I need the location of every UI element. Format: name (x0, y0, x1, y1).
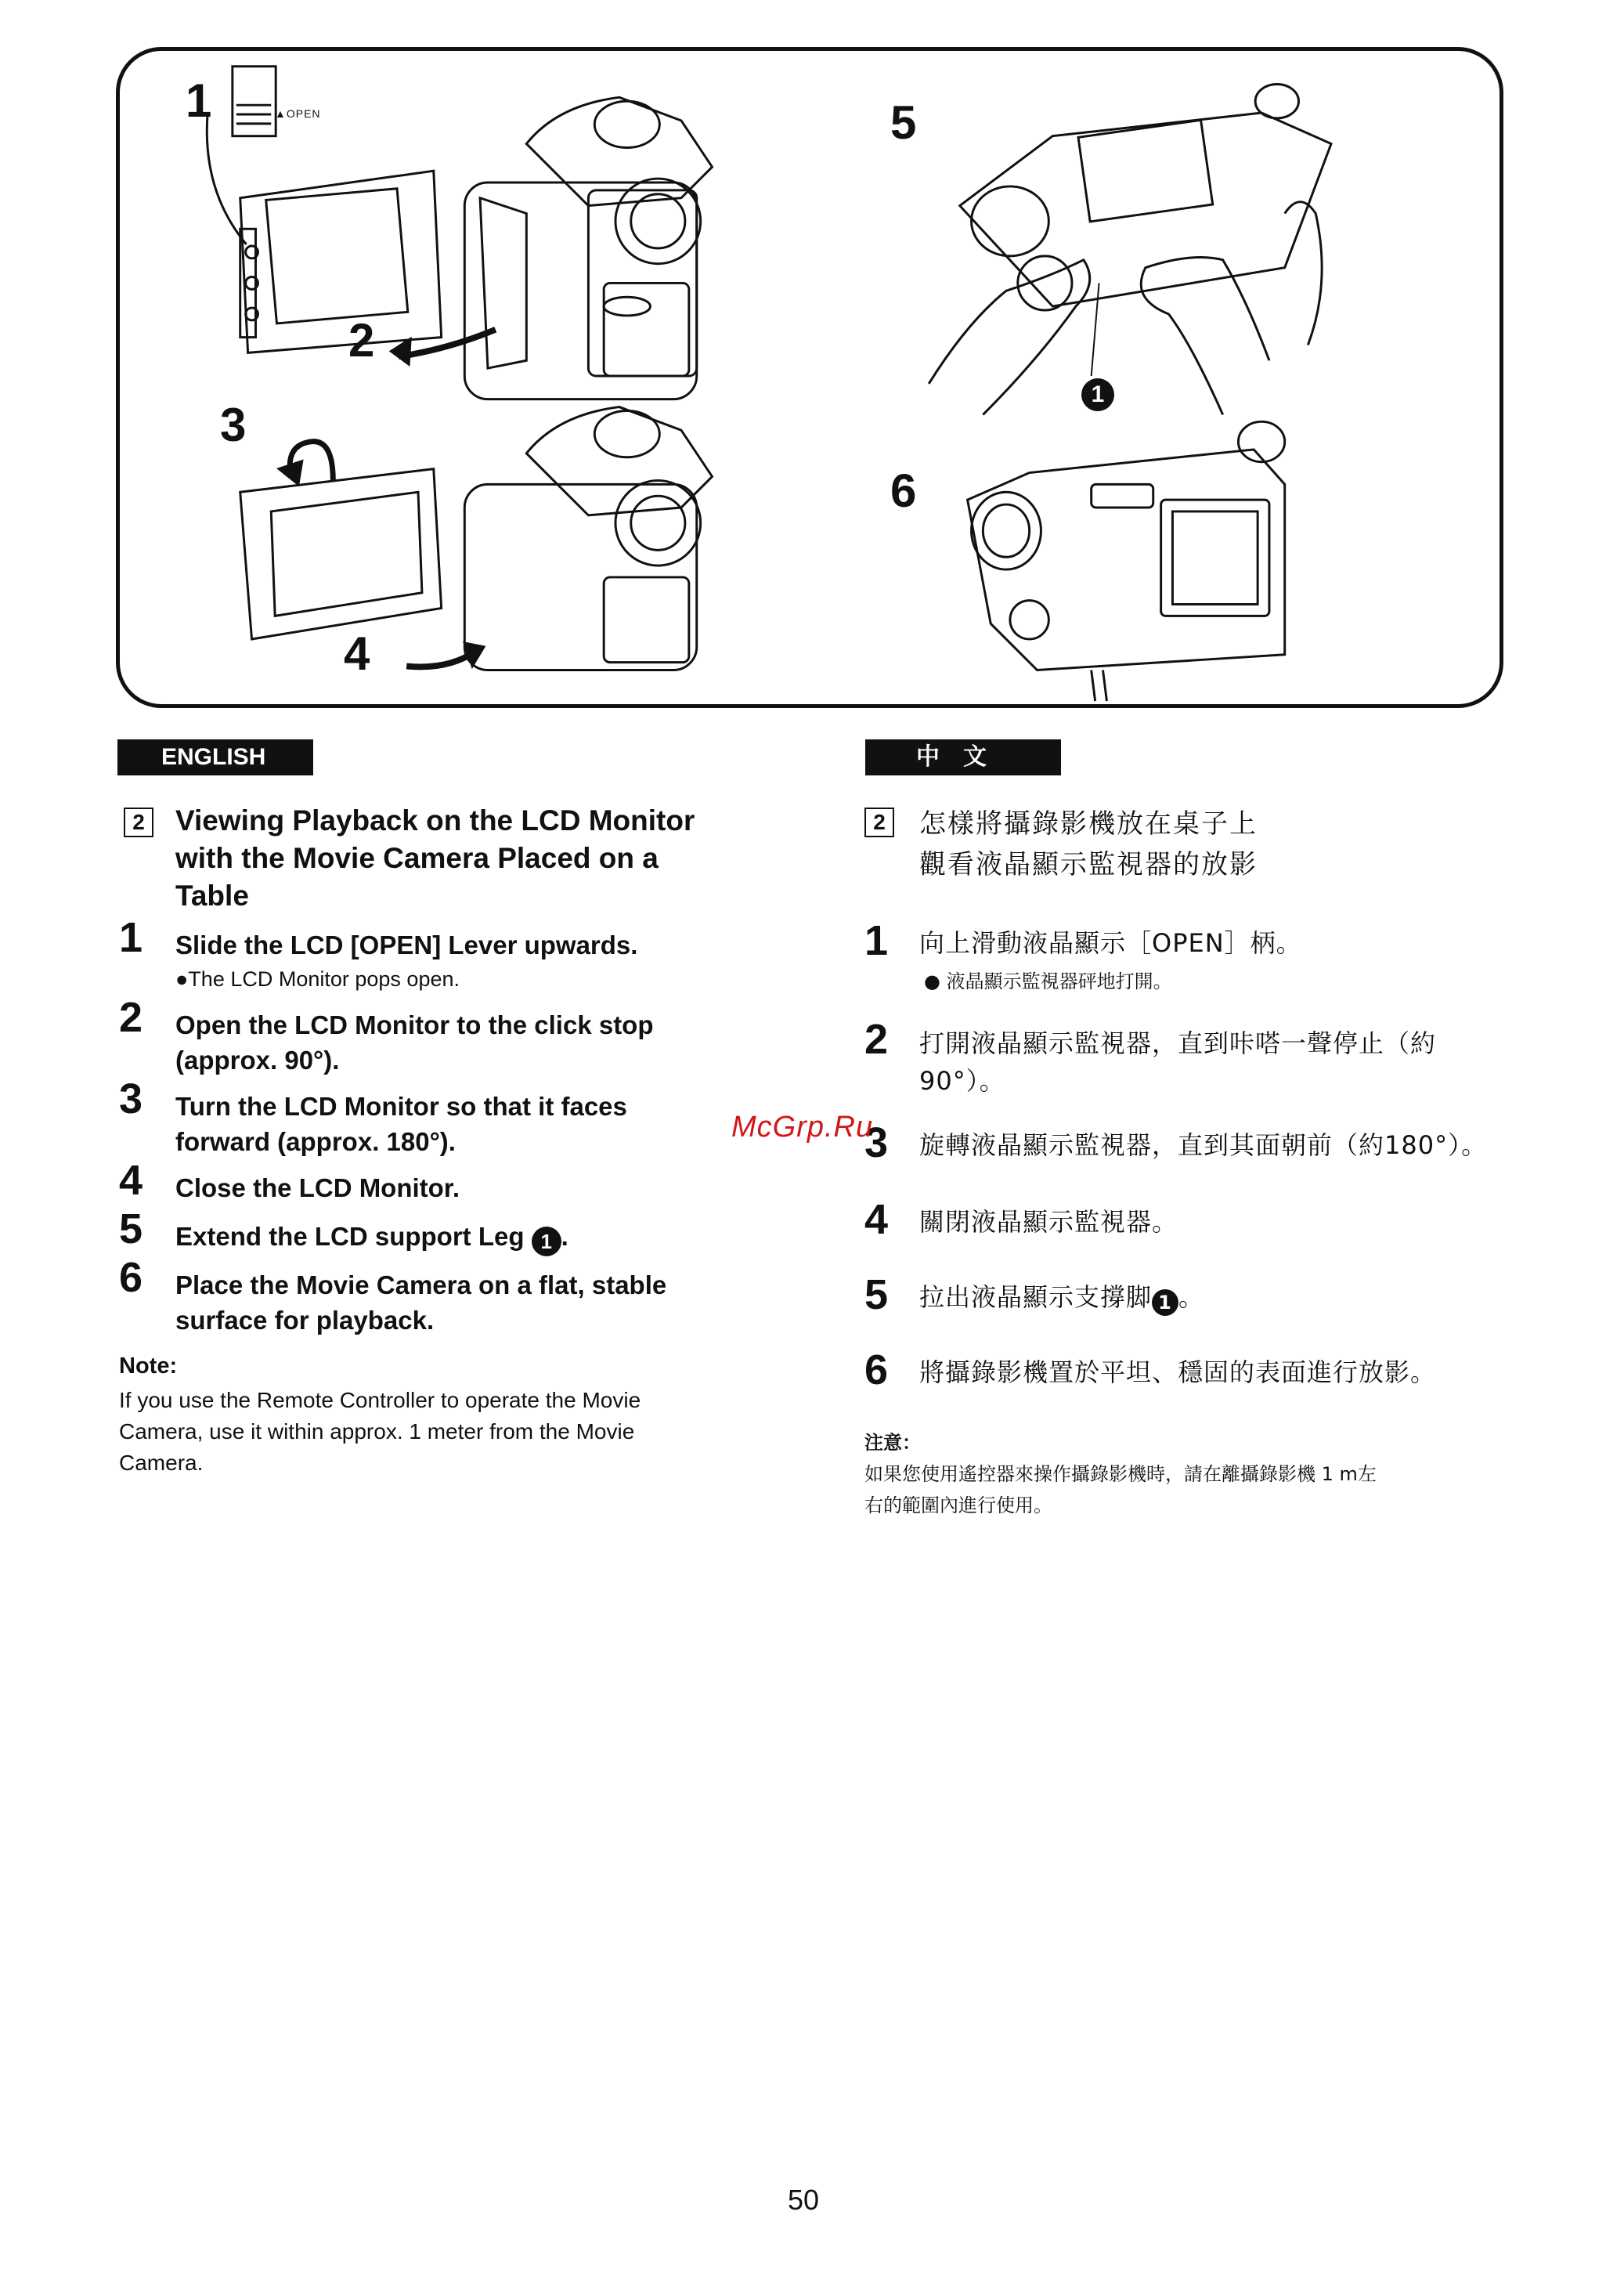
camcorder-icon (464, 97, 712, 399)
note-text (119, 1385, 641, 1479)
illustration-step-2: 2 (348, 314, 375, 367)
arrow-step-2 (399, 330, 496, 357)
note-line: 右的範圍內進行使用。 (864, 1494, 1052, 1516)
illustration-step-1: 1 (186, 74, 212, 127)
note-text (864, 1458, 1377, 1521)
step-number: 2 (864, 1016, 889, 1063)
step-subnote: ● 液晶顯示監視器砰地打開。 (924, 970, 1172, 992)
step-number: 3 (119, 1075, 143, 1122)
step-line: Place the Movie Camera on a flat, stable (175, 1270, 667, 1299)
illustration-step-3: 3 (220, 399, 247, 451)
step-text: 向上滑動液晶顯示［OPEN］柄。 (919, 928, 1302, 958)
open-lever-label: ▲OPEN (275, 107, 321, 120)
camcorder-icon (968, 421, 1285, 701)
support-leg-marker: 1 (532, 1227, 561, 1256)
step-text (175, 1219, 568, 1254)
step-text (175, 1089, 627, 1159)
note-line: 如果您使用遙控器來操作攝錄影機時，請在離攝錄影機 1 m左 (864, 1463, 1377, 1485)
english-header: ENGLISH (117, 739, 313, 775)
step-line: (approx. 90°). (175, 1046, 340, 1075)
step-line: 90°）。 (919, 1066, 1005, 1096)
step-subnote: ●The LCD Monitor pops open. (175, 967, 460, 991)
step-text (919, 1278, 1204, 1316)
hand-icon (929, 202, 1322, 415)
chinese-title (919, 804, 1258, 885)
title-line: Table (175, 880, 249, 912)
step-number: 5 (864, 1271, 889, 1318)
section-number-box: 2 (124, 808, 153, 837)
lcd-monitor-icon (240, 469, 442, 639)
step-text: 關閉液晶顯示監視器。 (919, 1207, 1178, 1237)
note-heading: 注意： (864, 1432, 921, 1454)
step-number: 5 (119, 1205, 143, 1252)
note-line: If you use the Remote Controller to operate the Movie (119, 1388, 641, 1412)
illustration-step-6: 6 (890, 464, 917, 517)
support-leg-marker: 1 (1152, 1289, 1178, 1316)
title-line: Viewing Playback on the LCD Monitor (175, 804, 695, 837)
support-leg-marker: 1 (1081, 378, 1114, 411)
illustration-step-4: 4 (344, 627, 370, 680)
step-punctuation: 。 (1178, 1282, 1205, 1312)
step-number: 2 (119, 994, 143, 1041)
illustration-panel (116, 47, 1503, 708)
step-text: 將攝錄影機置於平坦、穩固的表面進行放影。 (919, 1357, 1437, 1387)
step-number: 3 (864, 1119, 889, 1166)
step-number: 6 (119, 1254, 143, 1301)
title-line: 觀看液晶顯示監視器的放影 (919, 849, 1258, 880)
step-text: 旋轉液晶顯示監視器，直到其面朝前（約180°）。 (919, 1130, 1488, 1160)
illustration-step-5: 5 (890, 96, 917, 149)
step-punctuation: . (561, 1222, 568, 1251)
step-line: Turn the LCD Monitor so that it faces (175, 1092, 627, 1121)
step-line: surface for playback. (175, 1306, 435, 1335)
lever-icon (233, 67, 276, 136)
camcorder-icon (464, 407, 712, 670)
chinese-header: 中文 (865, 739, 1061, 775)
step-line: forward (approx. 180°). (175, 1127, 456, 1156)
english-title (175, 802, 695, 915)
page-number: 50 (788, 2184, 820, 2216)
lcd-monitor-icon (240, 171, 442, 352)
step-number: 4 (864, 1196, 889, 1243)
step-line: 打開液晶顯示監視器，直到咔嗒一聲停止（約 (919, 1028, 1437, 1058)
step-text: Close the LCD Monitor. (175, 1173, 460, 1202)
step-text (919, 1024, 1436, 1100)
note-line: Camera, use it within approx. 1 meter from the Movie (119, 1419, 635, 1444)
camcorder-illustrations (120, 51, 1499, 704)
step-line: Extend the LCD support Leg (175, 1222, 525, 1251)
watermark: McGrp.Ru (731, 1111, 874, 1144)
step-number: 6 (864, 1346, 889, 1393)
step-text (175, 1007, 654, 1078)
section-number-box: 2 (864, 808, 894, 837)
step-number: 4 (119, 1157, 143, 1204)
note-line: Camera. (119, 1451, 204, 1475)
step-text: Slide the LCD [OPEN] Lever upwards. (175, 931, 638, 959)
step-line: Open the LCD Monitor to the click stop (175, 1010, 654, 1039)
step-number: 1 (119, 914, 143, 961)
step-number: 1 (864, 917, 889, 964)
step-line: 拉出液晶顯示支撐脚 (919, 1282, 1153, 1312)
title-line: with the Movie Camera Placed on a (175, 842, 659, 874)
title-line: 怎樣將攝錄影機放在桌子上 (919, 808, 1258, 840)
step-text (175, 1267, 666, 1338)
note-heading: Note: (119, 1353, 178, 1379)
camcorder-icon (960, 84, 1331, 310)
